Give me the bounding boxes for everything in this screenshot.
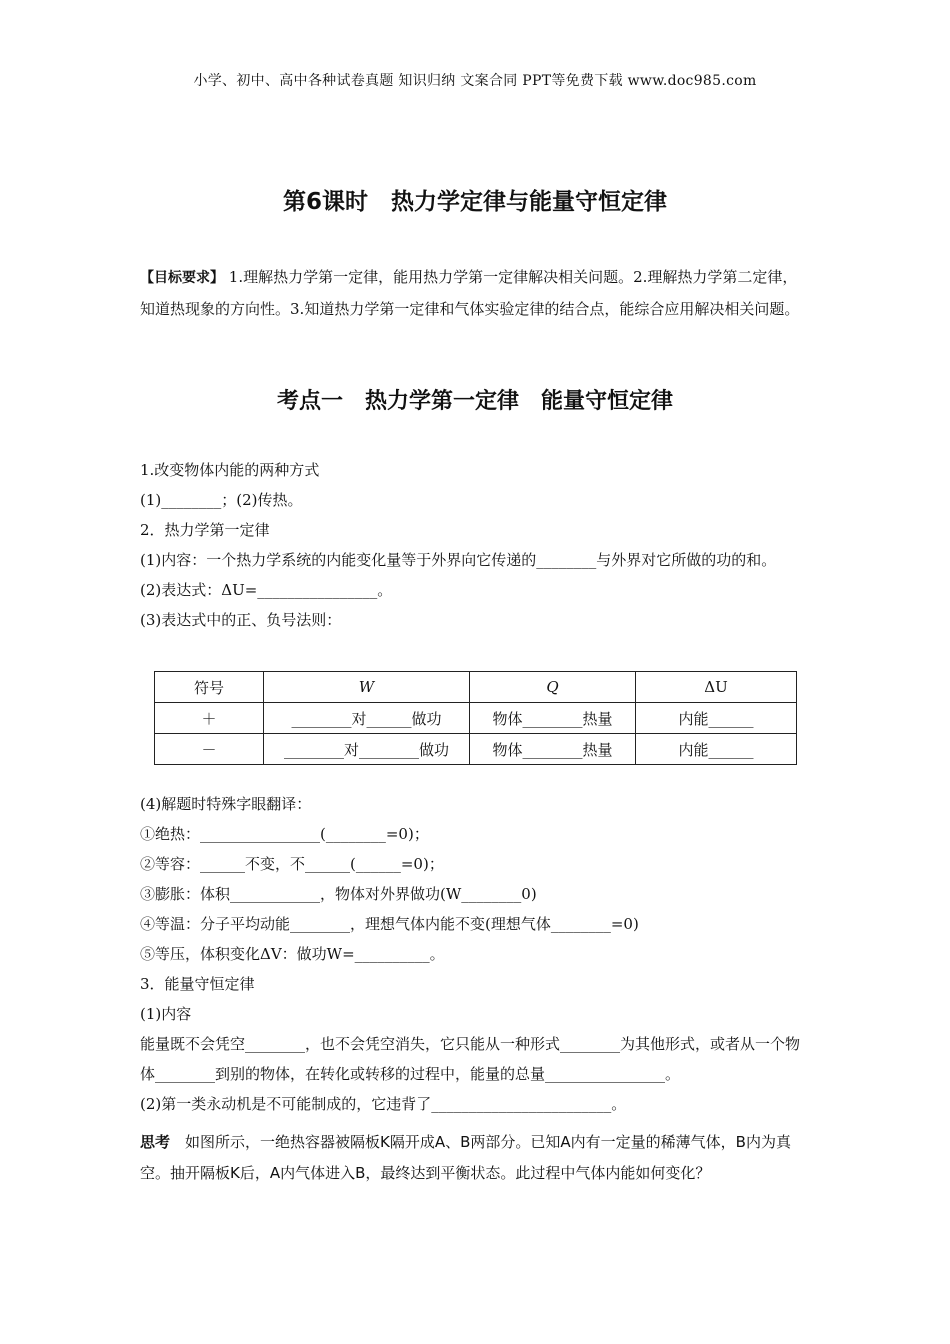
text-line: 1.改变物体内能的两种方式: [140, 461, 320, 479]
text-line: (1)________；(2)传热。: [140, 491, 303, 509]
content-block-b: [140, 789, 812, 1119]
text-line: ④等温：分子平均动能________，理想气体内能不变(理想气体________=0): [140, 915, 639, 933]
sign-rule-table-wrap: [154, 671, 797, 765]
table-row: [155, 734, 797, 765]
text-line: (2)表达式：ΔU=________________。: [140, 581, 393, 599]
text-line: 能量既不会凭空________，也不会凭空消失，它只能从一种形式________为其他形式，或者从一个物体________到别的物体，在转化或转移的过程中，能量的总量________________。: [140, 1035, 801, 1083]
goals-text: 1.理解热力学第一定律，能用热力学第一定律解决相关问题。2.理解热力学第二定律，知道热现象的方向性。3.知道热力学第一定律和气体实验定律的结合点，能综合应用解决相关问题。: [140, 268, 800, 318]
table-header: W: [264, 672, 470, 703]
text-line: (1)内容: [140, 1005, 192, 1023]
text-line: ③膨胀：体积____________，物体对外界做功(W________0): [140, 885, 537, 903]
table-cell: 物体________热量: [470, 703, 636, 734]
content-block-a: [140, 455, 812, 635]
text-line: 3．能量守恒定律: [140, 975, 255, 993]
table-cell: 物体________热量: [470, 734, 636, 765]
goals-tag: 【目标要求】: [140, 270, 224, 286]
goals-paragraph: [140, 262, 812, 325]
text-line: ②等容：______不变，不______(______=0)；: [140, 855, 444, 873]
text-line: (4)解题时特殊字眼翻译：: [140, 795, 312, 813]
section-title: 考点一 热力学第一定律 能量守恒定律: [276, 389, 673, 414]
lesson-title: 第6课时 热力学定律与能量守恒定律: [282, 189, 667, 215]
table-header: ΔU: [636, 672, 797, 703]
table-cell: －: [155, 734, 264, 765]
text-line: (1)内容：一个热力学系统的内能变化量等于外界向它传递的________与外界对它所做的功的和。: [140, 551, 777, 569]
table-row: [155, 703, 797, 734]
table-cell: ________对________做功: [264, 734, 470, 765]
text-line: (3)表达式中的正、负号法则：: [140, 611, 342, 629]
table-cell: ＋: [155, 703, 264, 734]
table-header: Q: [470, 672, 636, 703]
sign-rule-table: [154, 671, 797, 765]
table-header-row: [155, 672, 797, 703]
think-tag: 思考: [140, 1133, 171, 1151]
table-header: 符号: [155, 672, 264, 703]
table-cell: 内能______: [636, 703, 797, 734]
table-cell: ________对______做功: [264, 703, 470, 734]
text-line: 2．热力学第一定律: [140, 521, 270, 539]
text-line: ①绝热：________________(________=0)；: [140, 825, 429, 843]
page-header: 小学、初中、高中各种试卷真题 知识归纳 文案合同 PPT等免费下载 www.doc985.com: [193, 73, 757, 89]
text-line: ⑤等压，体积变化ΔV：做功W=__________。: [140, 945, 445, 963]
table-cell: 内能______: [636, 734, 797, 765]
text-line: (2)第一类永动机是不可能制成的，它违背了________________________。: [140, 1095, 627, 1113]
think-text: 如图所示，一绝热容器被隔板K隔开成A、B两部分。已知A内有一定量的稀薄气体，B内为真空。抽开隔板K后，A内气体进入B，最终达到平衡状态。此过程中气体内能如何变化？: [140, 1133, 791, 1182]
think-paragraph: [140, 1127, 812, 1189]
